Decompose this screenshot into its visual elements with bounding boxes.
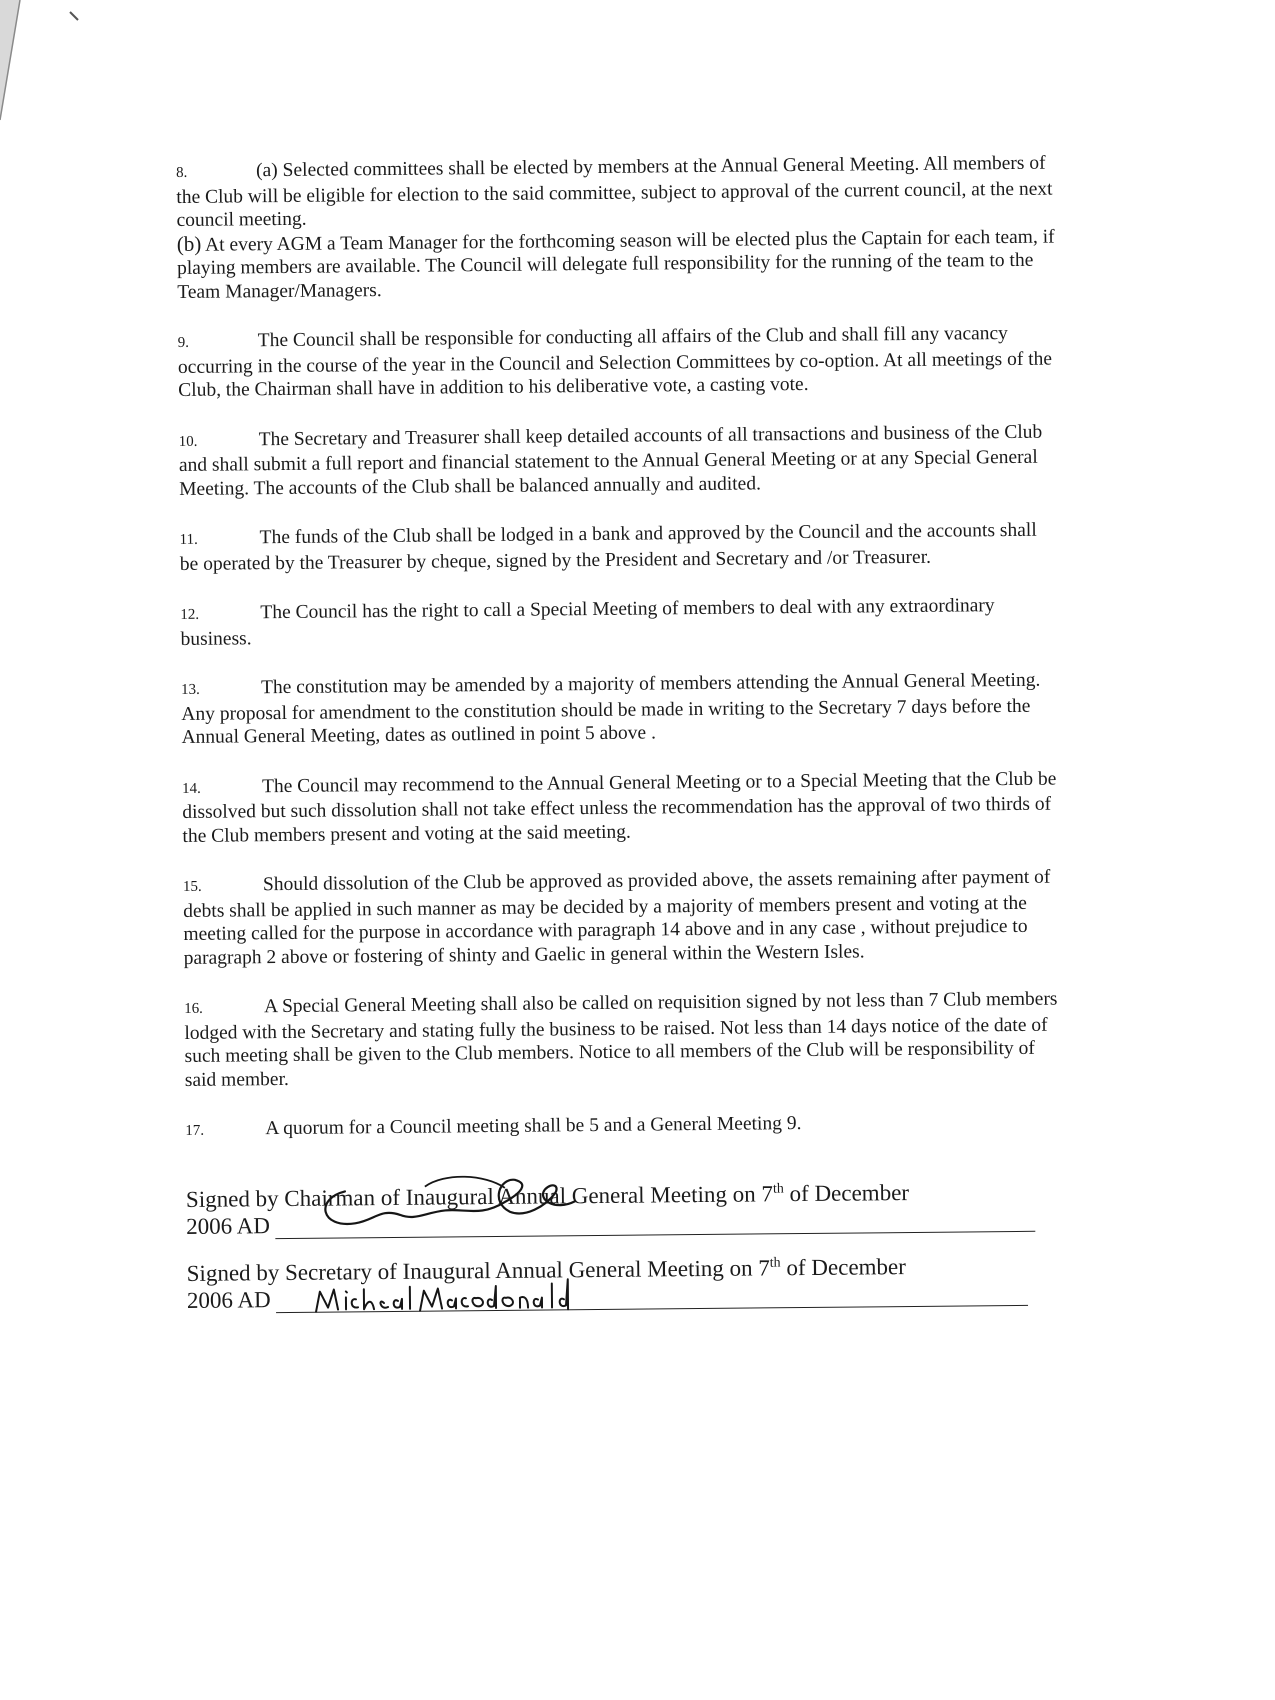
chairman-signature-line — [276, 1212, 1036, 1238]
clause-text: The Council may recommend to the Annual General Meeting or to a Special Meeting that the Club be dissolved but such dissolution shall not take effect unless the recommendation has the approval of two thirds of the Club members present and voting at the said meeting. — [182, 768, 1057, 847]
clause-text: (a) Selected committees shall be elected by members at the Annual General Meeting. All members of the Club will be eligible for election to the said committee, subject to approval of the current council, at the next council meeting. — [176, 152, 1053, 231]
clause-text: The Council shall be responsible for conducting all affairs of the Club and shall fill any vacancy occurring in the course of the year in the Council and Selection Committees by co-option. At all meetings of the Club, the Chairman shall have in addition to his deliberative vote, a casting vote. — [177, 323, 1053, 401]
clause-text: Should dissolution of the Club be approved as provided above, the assets remaining after payment of debts shall be applied in such manner as may be decided by a majority of members present and voting at the meeting called for the purpose in accordance with paragraph 14 above and in any case , without prejudice to paragraph 2 above or fostering of shinty and Gaelic in general within the Western Isles. — [183, 866, 1051, 969]
clause-text: The Council has the right to call a Special Meeting of members to deal with any extraordinary business. — [180, 595, 995, 650]
secretary-signature-month: of December — [780, 1253, 906, 1280]
clause-16 — [184, 988, 1065, 1092]
chairman-signature-row — [186, 1177, 1066, 1239]
clause-17 — [185, 1110, 1065, 1144]
clause-number: 11. — [179, 531, 198, 548]
clause-text: The funds of the Club shall be lodged in a bank and approved by the Council and the accounts shall be operated by the Treasurer by cheque, signed by the President and Secretary and /or Treasurer. — [179, 519, 1037, 575]
secretary-signature-handwriting — [276, 1274, 636, 1317]
clause-14 — [182, 767, 1063, 848]
constitution-page — [176, 152, 1067, 1334]
scanned-page-corner — [0, 0, 110, 140]
sub-clause-label: (b) — [176, 231, 202, 256]
signature-block — [186, 1177, 1067, 1313]
clause-number: 10. — [178, 433, 198, 450]
clause-text: A quorum for a Council meeting shall be 5 and a General Meeting 9. — [265, 1113, 802, 1140]
clause-number: 15. — [182, 878, 202, 895]
clause-15 — [183, 866, 1064, 970]
chairman-signature-year: 2006 AD — [186, 1212, 271, 1239]
secretary-signature-label: Signed by Secretary of Inaugural Annual General Meeting on 7 — [186, 1254, 770, 1286]
clause-number: 8. — [176, 164, 188, 181]
clause-number: 13. — [181, 681, 200, 698]
chairman-signature-scribble — [275, 1171, 596, 1244]
clause-text: At every AGM a Team Manager for the forthcoming season will be elected plus the Captain for each team, if playing members are available. The Council will delegate full responsibility for the running of the team to the Team Manager/Managers. — [176, 226, 1055, 303]
clause-number: 9. — [177, 334, 190, 351]
clause-text: A Special General Meeting shall also be called on requisition signed by not less than 7 Club members lodged with the Secretary and stating fully the business to be raised. Not less than 14 days notice of the date of such meeting shall be given to the Club members. Notice to all members of the Club will be responsibility of said member. — [184, 988, 1058, 1091]
ordinal-suffix: th — [769, 1255, 781, 1271]
secretary-signature-line — [276, 1286, 1028, 1312]
clause-number: 14. — [181, 780, 201, 797]
clause-8 — [176, 152, 1057, 304]
secretary-signature-year: 2006 AD — [186, 1286, 271, 1313]
clause-text: The constitution may be amended by a majority of members attending the Annual General Meeting. Any proposal for amendment to the constitution should be made in writing to the Secretary 7 days before the Annual General Meeting, dates as outlined in point 5 above . — [181, 669, 1041, 748]
clause-number: 17. — [185, 1122, 205, 1139]
clause-9 — [178, 322, 1059, 403]
clause-number: 12. — [180, 606, 200, 623]
clause-10 — [179, 420, 1060, 501]
clause-12 — [180, 594, 1060, 651]
clause-13 — [181, 669, 1062, 750]
clause-text: The Secretary and Treasurer shall keep detailed accounts of all transactions and business of the Club and shall submit a full report and financial statement to the Annual General Meeting or at any Special General Meeting. The accounts of the Club shall be balanced annually and audited. — [178, 421, 1043, 500]
secretary-signature-row — [187, 1251, 1067, 1313]
clause-11 — [180, 519, 1060, 576]
chairman-signature-label: Signed by Chairman of Inaugural Annual General Meeting on 7 — [185, 1180, 774, 1212]
chairman-signature-month: of December — [783, 1179, 910, 1206]
ordinal-suffix: th — [772, 1181, 784, 1197]
clause-number: 16. — [184, 1000, 203, 1017]
